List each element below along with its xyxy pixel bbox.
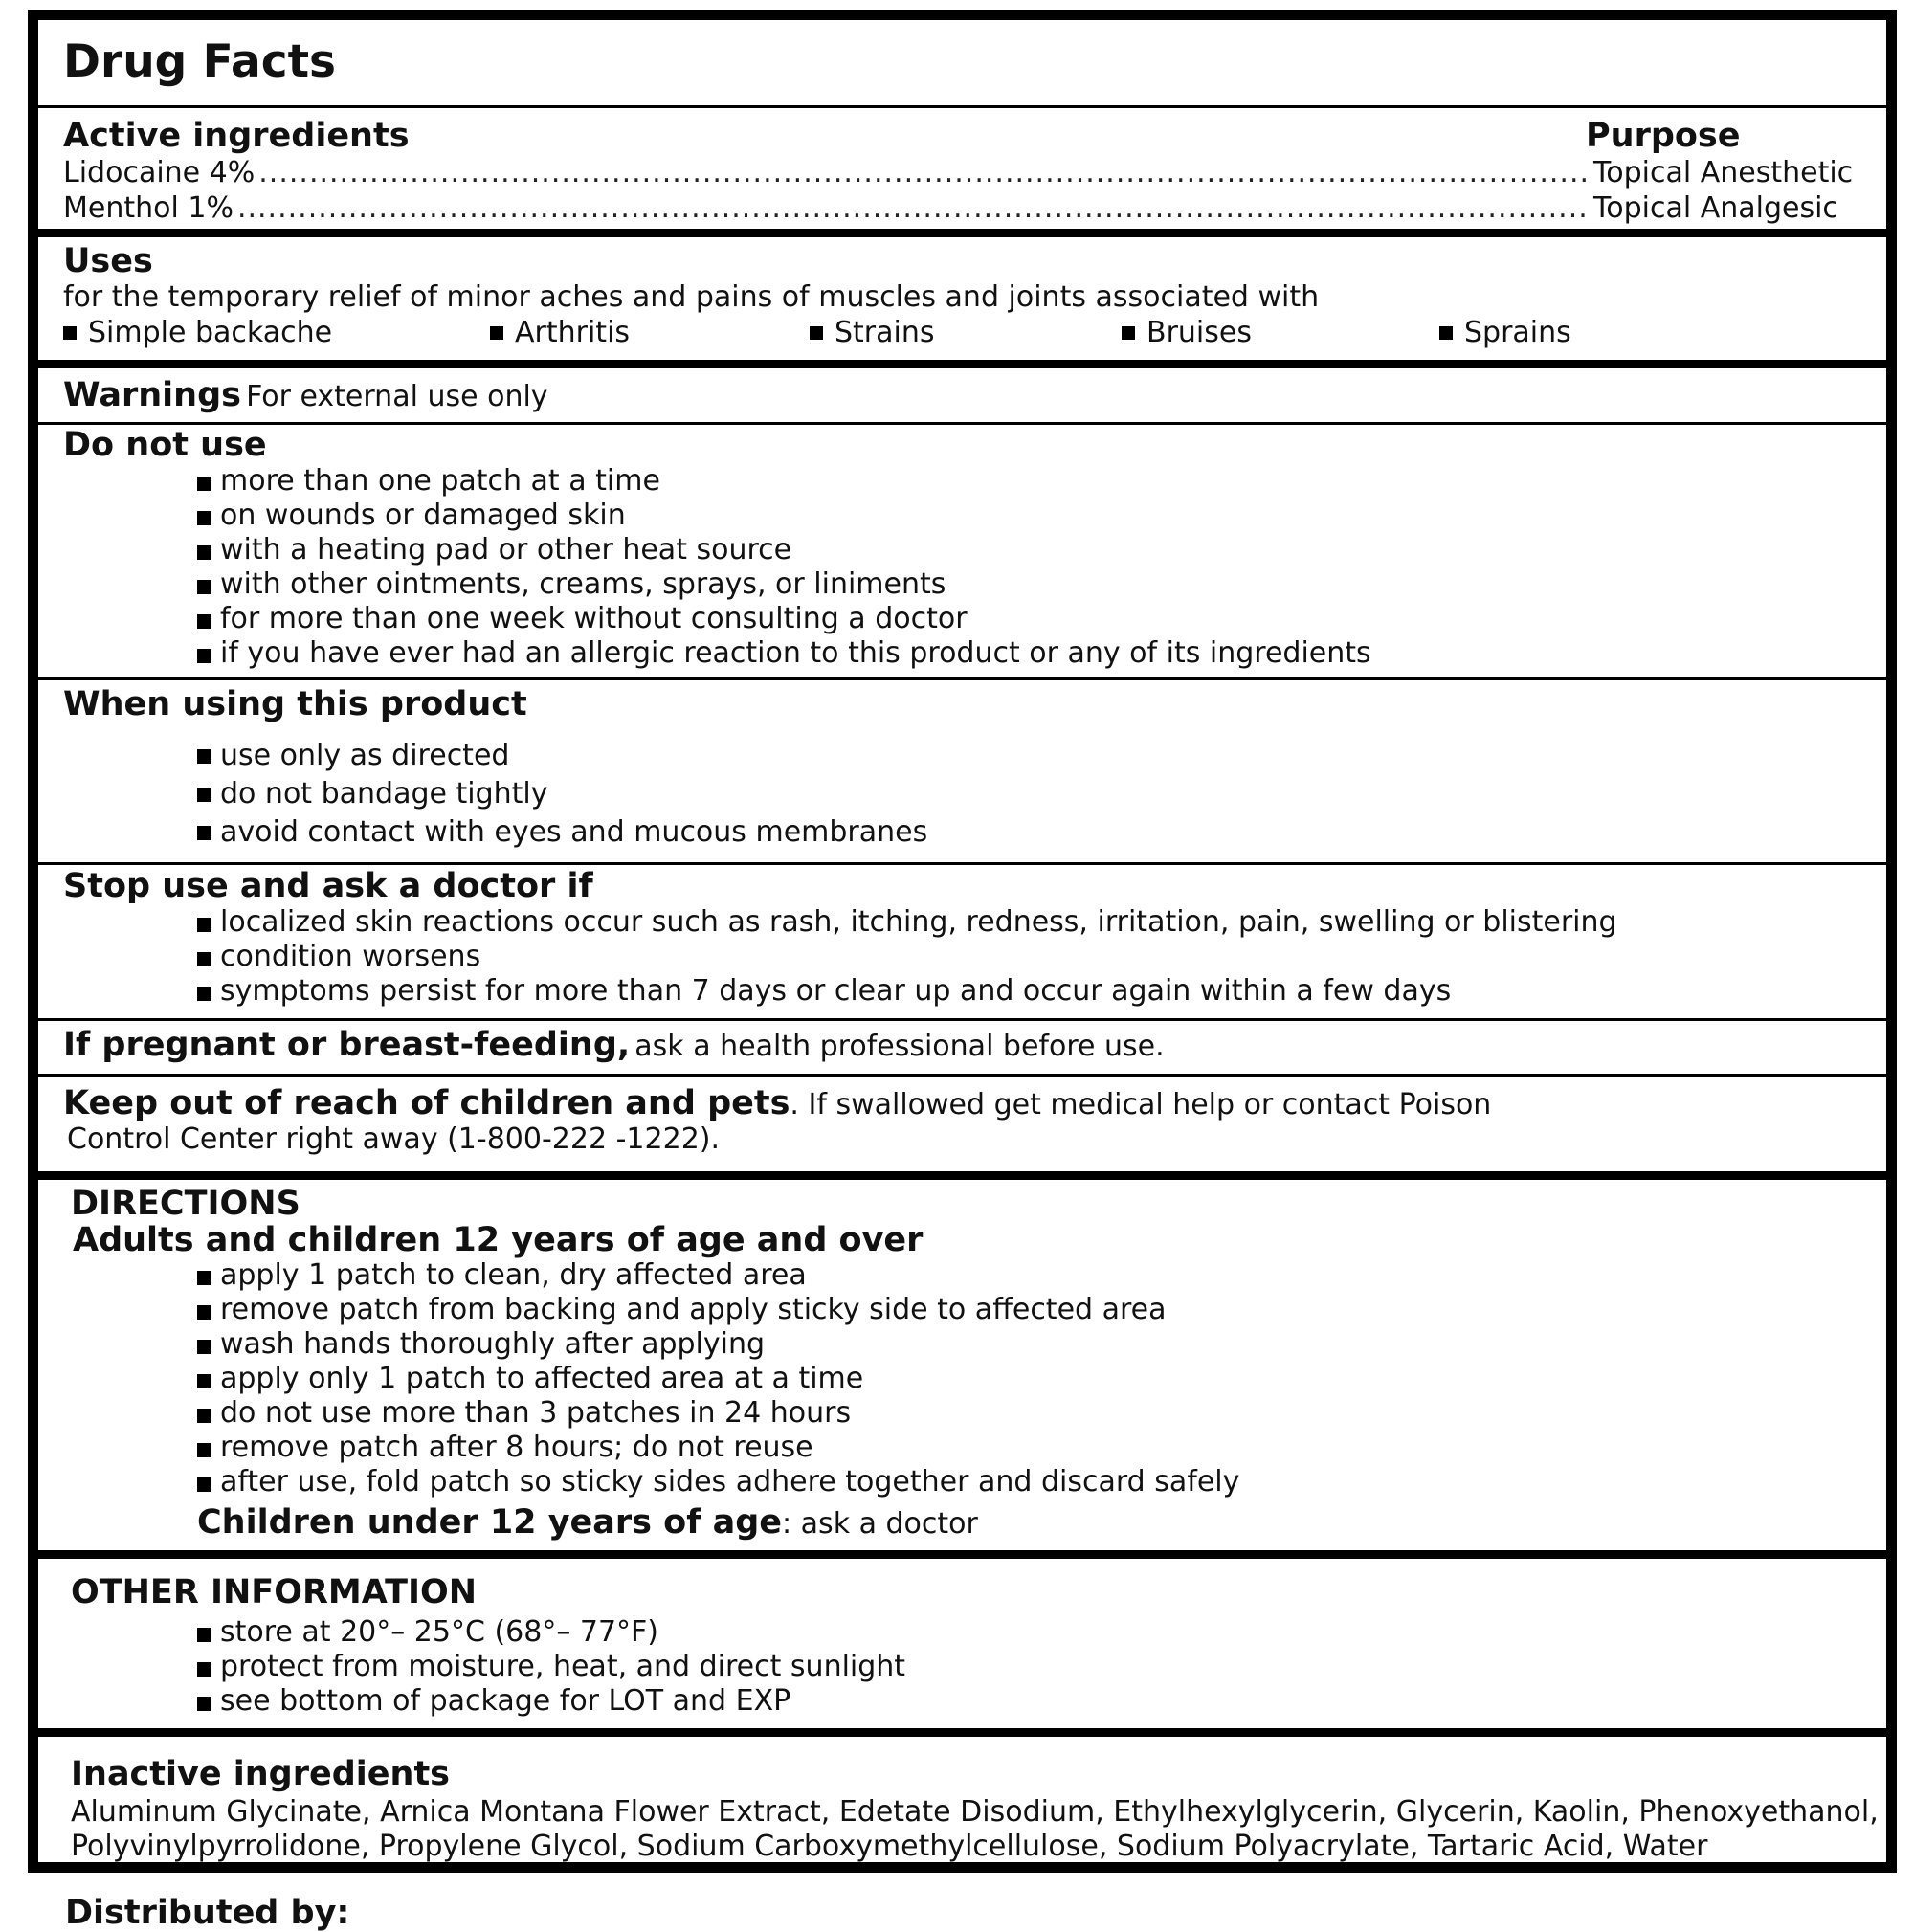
list-item: use only as directed [197, 737, 1861, 775]
list-item: protect from moisture, heat, and direct sunlight [197, 1650, 1861, 1684]
list-item: after use, fold patch so sticky sides adhere together and discard safely [197, 1465, 1861, 1499]
active-ingredients-section [38, 108, 1886, 237]
list-item: see bottom of package for LOT and EXP [197, 1684, 1861, 1719]
distributed-by-label: Distributed by: [65, 1894, 350, 1932]
list-item: symptoms persist for more than 7 days or clear up and occur again within a few days [197, 974, 1861, 1009]
children-heading: Children under 12 years of age [197, 1503, 783, 1542]
active-ingredients-heading: Active ingredients [63, 117, 410, 155]
list-item: localized skin reactions occur such as rash, itching, redness, irritation, pain, swelling or blistering [197, 905, 1861, 940]
list-item: Sprains [1439, 315, 1571, 351]
other-info-section [38, 1559, 1886, 1737]
ingredient-row [63, 190, 1861, 226]
when-using-section [38, 680, 1886, 865]
list-item: remove patch after 8 hours; do not reuse [197, 1431, 1861, 1465]
directions-heading: DIRECTIONS [71, 1185, 300, 1223]
list-item: more than one patch at a time [197, 464, 1861, 499]
list-item: condition worsens [197, 940, 1861, 974]
list-item: apply 1 patch to clean, dry affected area [197, 1258, 1861, 1293]
leader-dots [258, 155, 1590, 190]
list-item: Arthritis [490, 315, 810, 351]
keep-out-heading: Keep out of reach of children and pets [63, 1084, 790, 1122]
warnings-section [38, 368, 1886, 425]
list-item: if you have ever had an allergic reaction to this product or any of its ingredients [197, 636, 1861, 671]
directions-list [71, 1258, 1861, 1499]
pregnant-text: ask a health professional before use. [634, 1030, 1165, 1063]
list-item: do not use more than 3 patches in 24 hours [197, 1396, 1861, 1431]
keep-out-text-2: Control Center right away (1-800-222 -1222). [67, 1122, 721, 1156]
list-item: Bruises [1122, 315, 1439, 351]
uses-text: for the temporary relief of minor aches and pains of muscles and joints associated with [63, 280, 1320, 315]
directions-section [38, 1180, 1886, 1559]
uses-heading: Uses [63, 242, 153, 280]
pregnant-section [38, 1021, 1886, 1077]
leader-dots [237, 190, 1590, 226]
title-section [38, 20, 1886, 108]
do-not-use-heading: Do not use [63, 426, 267, 464]
uses-list [63, 315, 1861, 351]
other-info-heading: OTHER INFORMATION [71, 1573, 478, 1611]
purpose-heading: Purpose [1586, 117, 1741, 155]
adults-heading: Adults and children 12 years of age and over [73, 1221, 924, 1259]
inactive-ingredients-section [38, 1737, 1886, 1862]
inactive-heading: Inactive ingredients [71, 1755, 451, 1793]
when-using-heading: When using this product [63, 685, 527, 723]
list-item: on wounds or damaged skin [197, 499, 1861, 533]
page-title: Drug Facts [63, 35, 337, 88]
warnings-text: For external use only [246, 380, 548, 413]
drug-facts-panel [28, 10, 1897, 1873]
ingredient-purpose: Topical Analgesic [1593, 191, 1838, 226]
inactive-line-1: Aluminum Glycinate, Arnica Montana Flower Extract, Edetate Disodium, Ethylhexylglycerin, Glycerin, Kaolin, Phenoxyethanol, [71, 1795, 1879, 1830]
ingredient-name: Lidocaine 4% [63, 156, 256, 190]
uses-section [38, 237, 1886, 368]
list-item: remove patch from backing and apply sticky side to affected area [197, 1293, 1861, 1327]
list-item: with other ointments, creams, sprays, or liniments [197, 567, 1861, 602]
list-item: apply only 1 patch to affected area at a time [197, 1362, 1861, 1396]
stop-use-list [63, 905, 1861, 1009]
list-item: with a heating pad or other heat source [197, 533, 1861, 567]
children-text: : ask a doctor [782, 1507, 978, 1541]
ingredient-name: Menthol 1% [63, 191, 234, 226]
when-using-list [63, 737, 1861, 852]
inactive-line-2: Polyvinylpyrrolidone, Propylene Glycol, Sodium Carboxymethylcellulose, Sodium Polyacrylate, Tartaric Acid, Water [71, 1830, 1708, 1862]
list-item: avoid contact with eyes and mucous membranes [197, 813, 1861, 852]
list-item: wash hands thoroughly after applying [197, 1327, 1861, 1362]
list-item: for more than one week without consulting a doctor [197, 602, 1861, 636]
keep-out-text: . If swallowed get medical help or contact Poison [790, 1088, 1492, 1121]
list-item: Strains [810, 315, 1122, 351]
other-info-list [71, 1615, 1861, 1719]
keep-out-section [38, 1077, 1886, 1180]
do-not-use-list [63, 464, 1861, 671]
stop-use-section [38, 865, 1886, 1021]
pregnant-heading: If pregnant or breast-feeding, [63, 1026, 631, 1064]
ingredient-purpose: Topical Anesthetic [1593, 156, 1854, 190]
list-item: do not bandage tightly [197, 775, 1861, 813]
list-item: Simple backache [63, 315, 490, 351]
stop-use-heading: Stop use and ask a doctor if [63, 867, 593, 905]
list-item: store at 20°– 25°C (68°– 77°F) [197, 1615, 1861, 1650]
warnings-heading: Warnings [63, 376, 241, 414]
ingredient-row [63, 155, 1861, 190]
do-not-use-section [38, 425, 1886, 680]
